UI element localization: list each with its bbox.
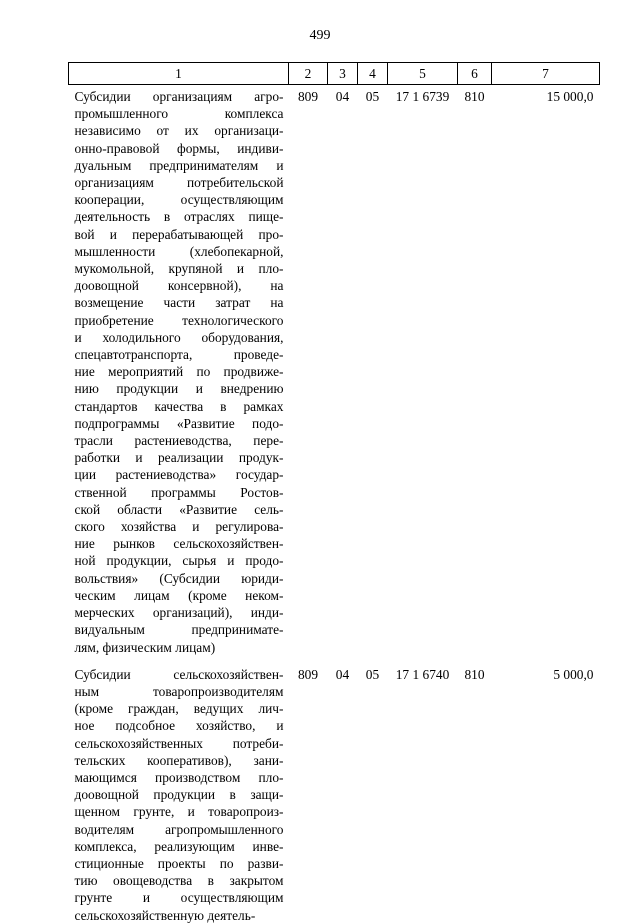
header-col-6: 6: [458, 63, 492, 85]
row-name-line: онно-правовой формы, индиви-: [74, 140, 284, 156]
row-name-line: работки и реализации продук-: [74, 450, 284, 466]
row-name-line: тельских кооперативов), зани-: [74, 752, 284, 768]
table-row: [69, 656, 600, 924]
header-col-4: 4: [358, 63, 388, 85]
row-col-3: 04: [335, 666, 350, 682]
row-name-line: и холодильного оборудования,: [74, 329, 284, 345]
row-name-line: ческим лицам (кроме неком-: [74, 587, 284, 603]
row-name-line: ным товаропроизводителям: [74, 683, 284, 699]
row-name-line: комплекса, реализующим инве-: [74, 838, 284, 854]
page-number: 499: [309, 28, 331, 43]
header-col-5: 5: [388, 63, 458, 85]
row-name-line: видуальным предпринимате-: [74, 622, 284, 638]
row-col-2: 809: [297, 666, 319, 682]
row-name-line: дуальным предпринимателям и: [74, 157, 284, 173]
row-name-line: сельскохозяйственных потреби-: [74, 735, 284, 751]
header-col-7: 7: [492, 63, 600, 85]
row-name-line: сельскохозяйственную деятель-: [74, 907, 256, 923]
row-name-line: ние рынков сельскохозяйствен-: [74, 536, 284, 552]
row-col-5: 17 1 6740: [395, 666, 450, 682]
row-name-line: Субсидии организациям агро-: [74, 89, 284, 104]
row-name-line: мышленности (хлебопекарной,: [74, 243, 284, 259]
row-name-line: водителям агропромышленного: [74, 821, 284, 837]
row-name-line: мукомольной, крупяной и пло-: [74, 261, 284, 277]
row-name-line: доовощной консервной), на: [74, 278, 284, 294]
row-col-7: 5 000,0: [553, 666, 594, 682]
row-name-line: тию овощеводства в закрытом: [74, 873, 284, 889]
row-col-7: 15 000,0: [546, 89, 594, 104]
row-name-line: лям, физическим лицам): [74, 639, 216, 655]
row-name-line: подпрограммы «Развитие подо-: [74, 415, 284, 431]
row-name-line: грунте и осуществляющим: [74, 890, 284, 906]
row-col-4: 05: [365, 89, 380, 104]
row-col-4: 05: [365, 666, 380, 682]
row-col-6: 810: [464, 89, 485, 104]
header-col-1: 1: [69, 63, 289, 85]
row-name-line: возмещение части затрат на: [74, 295, 284, 311]
row-name-line: мающимся производством пло-: [74, 769, 284, 785]
row-name-line: вой и перерабатывающей про-: [74, 226, 284, 242]
row-name-line: вольствия» (Субсидии юриди-: [74, 570, 284, 586]
header-col-3: 3: [328, 63, 358, 85]
row-name-line: нию продукции и внедрению: [74, 381, 284, 397]
header-row: [69, 63, 600, 85]
row-name-line: доовощной продукции в защи-: [74, 787, 284, 803]
budget-table: [68, 62, 600, 924]
row-name-line: ственной программы Ростов-: [74, 484, 284, 500]
row-name-line: ции растениеводства» государ-: [74, 467, 284, 483]
row-name-line: Субсидии сельскохозяйствен-: [74, 666, 284, 682]
row-col-3: 04: [335, 89, 350, 104]
row-name-line: ное подсобное хозяйство, и: [74, 718, 284, 734]
row-name-line: приобретение технологического: [74, 312, 284, 328]
row-name-line: организациям потребительской: [74, 175, 284, 191]
row-name-line: стиционные проекты по разви-: [74, 855, 284, 871]
row-col-5: 17 1 6739: [395, 89, 450, 104]
row-name-line: ной продукции, сырья и продо-: [74, 553, 284, 569]
header-col-2: 2: [289, 63, 328, 85]
row-name-cell: [69, 656, 289, 924]
row-name-line: стандартов качества в рамках: [74, 398, 284, 414]
row-name-line: трасли растениеводства, пере-: [74, 433, 284, 449]
row-name-line: ние мероприятий по продвиже-: [74, 364, 284, 380]
row-name-line: мерческих организаций), инди-: [74, 605, 284, 621]
row-name-line: кооперации, осуществляющим: [74, 192, 284, 208]
table-row: [69, 85, 600, 656]
row-name-line: деятельность в отраслях пище-: [74, 209, 284, 225]
row-name-line: независимо от их организаци-: [74, 123, 284, 139]
row-name-line: спецавтотранспорта, проведе-: [74, 347, 284, 363]
row-col-6: 810: [464, 666, 485, 682]
row-name-line: (кроме граждан, ведущих лич-: [74, 701, 284, 717]
row-name-line: промышленного комплекса: [74, 106, 284, 122]
row-name-line: щенном грунте, и товаропроиз-: [74, 804, 284, 820]
row-name-line: ской области «Развитие сель-: [74, 501, 284, 517]
row-name-line: ского хозяйства и регулирова-: [74, 519, 284, 535]
row-col-2: 809: [297, 89, 319, 104]
row-name-cell: [69, 85, 289, 656]
